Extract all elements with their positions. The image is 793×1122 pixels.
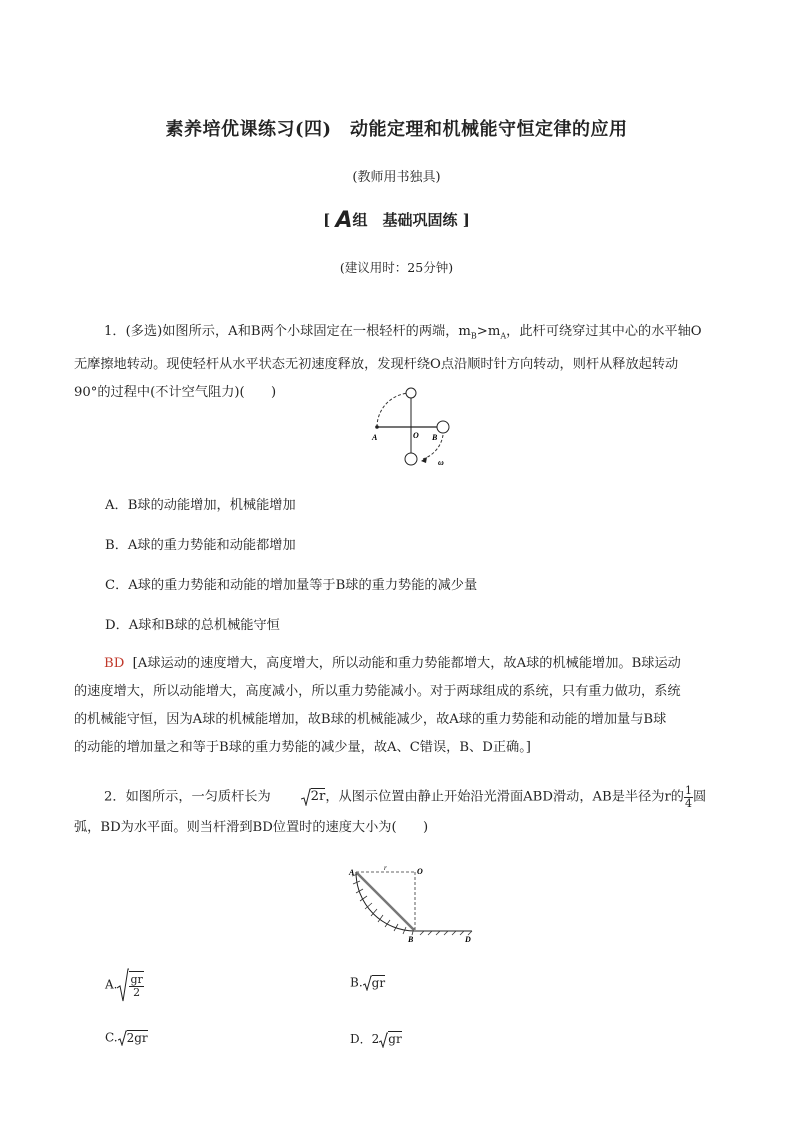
q1-stem-line3: 90°的过程中(不计空气阻力)( ) — [74, 384, 277, 400]
sqrt-icon: gr — [379, 1032, 401, 1048]
q1-option-c: C．A球的重力势能和动能的增加量等于B球的重力势能的减少量 — [105, 578, 478, 593]
label-r: r — [384, 864, 387, 872]
q1-option-a: A．B球的动能增加，机械能增加 — [105, 498, 296, 513]
q1-stem-line1: 1．(多选)如图所示，A和B两个小球固定在一根轻杆的两端，$m_B>m_A$，此杆可绕穿过其中心的水平轴O — [104, 324, 702, 341]
time-note: (建议用时：25分钟) — [339, 260, 454, 275]
q1-explanation-line4: 的动能的增加量之和等于B球的重力势能的减少量，故A、C错误，B、D正确。] — [74, 740, 531, 755]
q1-explanation — [74, 650, 724, 762]
group-bracket-open: [ — [323, 211, 331, 229]
label-d: D — [465, 935, 471, 944]
label-a: A — [349, 868, 355, 877]
q2-stem — [74, 782, 724, 843]
q1-rotating-rod-figure — [365, 385, 465, 470]
hatch-arc — [352, 874, 414, 935]
subtitle: (教师用书独具) — [352, 170, 441, 185]
q2-stem-line1: 2．如图所示，一匀质杆长为 2r，从图示位置由静止开始沿光滑面ABD滑动，AB是半径为r的 $\frac{1}{4}$ 圆 — [74, 782, 724, 813]
q1-option-b: B．A球的重力势能和动能都增加 — [105, 538, 296, 553]
q2-option-c: C. 2gr — [105, 1030, 148, 1045]
q1-explanation-line1: BD [A球运动的速度增大，高度增大，所以动能和重力势能都增大，故A球的机械能增加。B球运动 — [104, 656, 681, 671]
ball-a — [375, 425, 379, 429]
q2-option-b: B. gr — [350, 975, 386, 990]
q1-explanation-line2: 的速度增大，所以动能增大，高度减小，所以重力势能减小。对于两球组成的系统，只有重力做功，系统 — [74, 684, 681, 699]
group-label: 组 基础巩固练 — [352, 211, 458, 229]
page-title: 素养培优课练习(四) 动能定理和机械能守恒定律的应用 — [165, 119, 628, 140]
label-o: O — [417, 867, 423, 876]
q1-explanation-line3: 的机械能守恒，因为A球的机械能增加，故B球的机械能减少，故A球的重力势能和动能的增加量与B球 — [74, 712, 667, 727]
q1-stem-line2: 无摩擦地转动。现使轻杆从水平状态无初速度释放，发现杆绕O点沿顺时针方向转动，则杆从释放起转动 — [74, 356, 679, 372]
sqrt-icon: 2gr — [118, 1030, 148, 1046]
q2-stem-line2: 弧，BD为水平面。则当杆滑到BD位置时的速度大小为( ) — [74, 819, 429, 835]
label-omega: ω — [438, 458, 444, 467]
rotation-arrow-icon — [421, 457, 427, 463]
q2-option-a: A. $\frac{gr}{2}$ — [105, 968, 144, 1002]
q2-option-d: D．2 gr — [350, 1032, 402, 1046]
ball-bottom — [405, 453, 417, 465]
fraction-quarter: $\frac{1}{4}$ — [684, 783, 692, 810]
sqrt-icon: gr — [363, 975, 385, 991]
answer-key: BD — [104, 656, 125, 671]
uniform-rod — [357, 873, 414, 930]
q2-slope-figure — [340, 860, 480, 945]
group-bracket-close: ] — [462, 211, 470, 229]
dashed-arc-a — [377, 393, 411, 427]
ball-top — [406, 388, 416, 398]
sqrt-icon: 2r — [271, 782, 326, 812]
label-o: O — [413, 431, 419, 440]
group-letter: A — [335, 208, 353, 233]
sqrt-icon: $\frac{gr}{2}$ — [117, 968, 143, 1002]
group-header — [0, 208, 793, 233]
q1-option-d: D．A球和B球的总机械能守恒 — [105, 618, 280, 633]
ball-b — [437, 421, 449, 433]
label-b: B — [432, 433, 438, 442]
label-b: B — [408, 935, 414, 944]
label-a: A — [372, 433, 378, 442]
